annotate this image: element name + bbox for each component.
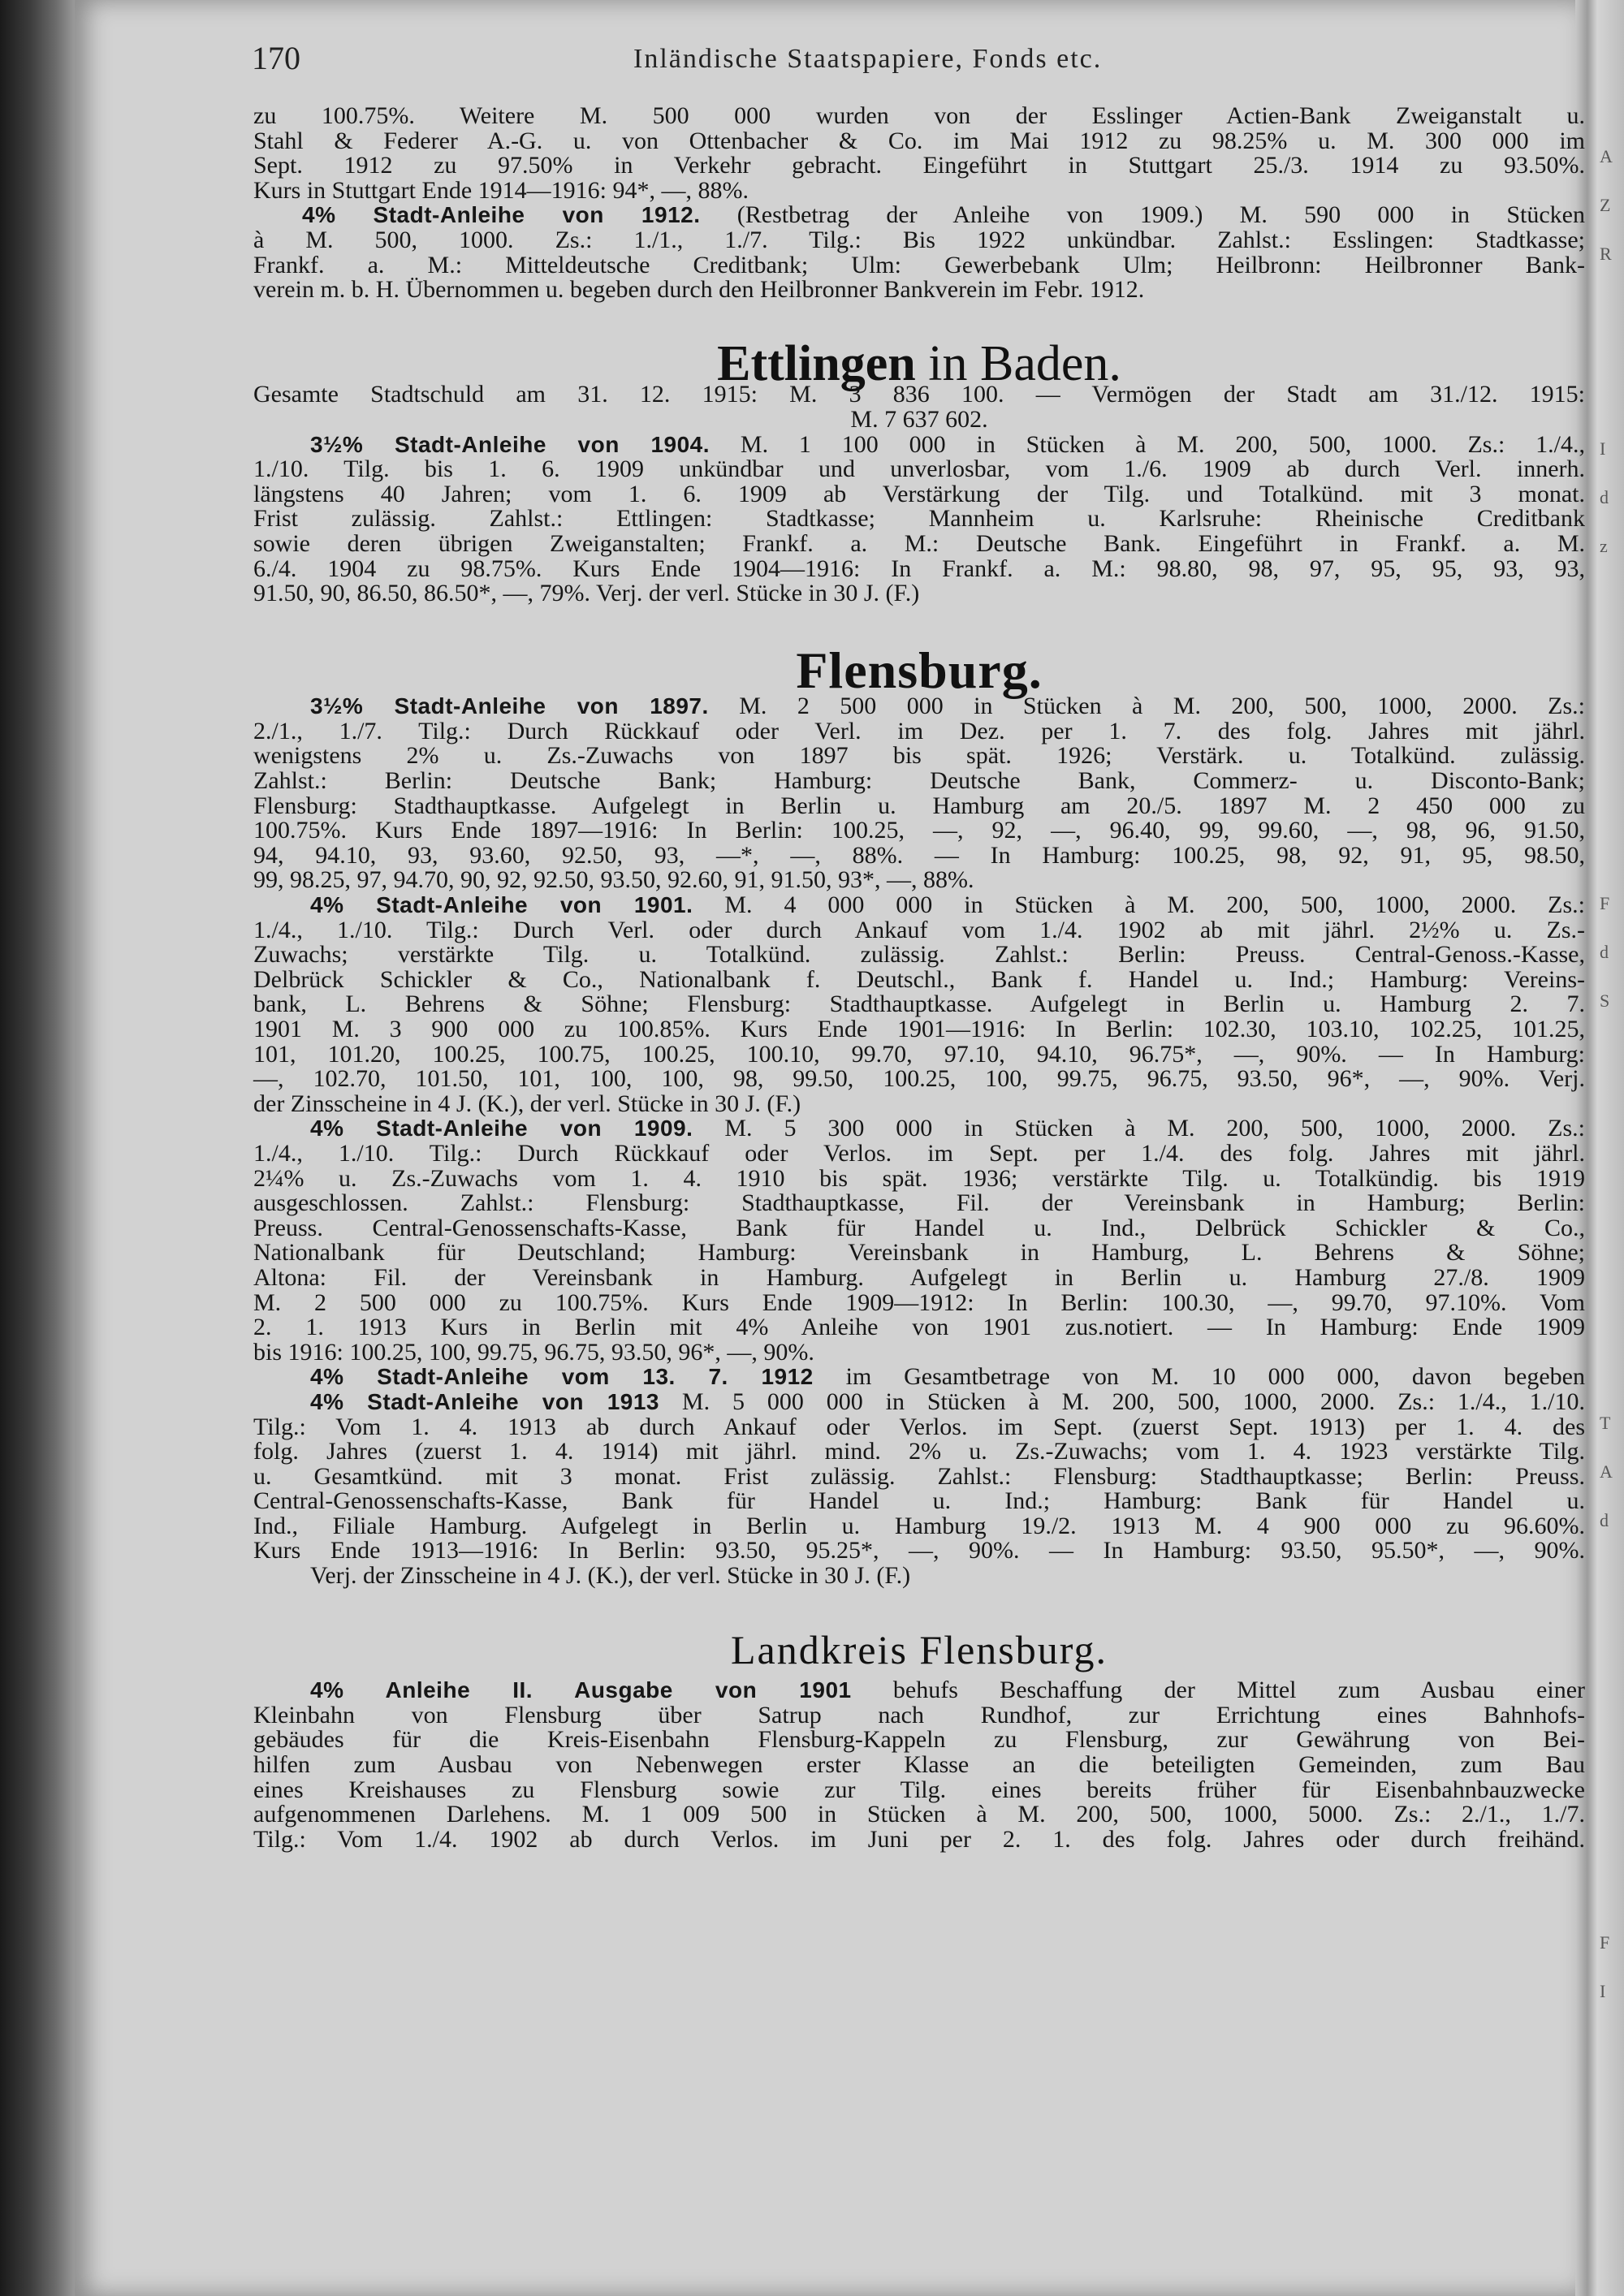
text-line: ausgeschlossen. Zahlst.: Flensburg: Stadthauptkasse, Fil. der Vereinsbank in Hamburg; Berlin: [253, 1189, 1585, 1217]
text-line: Verj. der Zinsscheine in 4 J. (K.), der verl. Stücke in 30 J. (F.) [310, 1562, 911, 1590]
text-line: 101, 101.20, 100.25, 100.75, 100.25, 100.10, 99.70, 97.10, 94.10, 96.75*, —, 90%. — In Hamburg: [253, 1040, 1585, 1068]
section-heading-landkreis-flensburg: Landkreis Flensburg. [730, 1626, 1108, 1672]
text-line: eines Kreishauses zu Flensburg sowie zur Tilg. eines bereits früher für Eisenbahnbauzwecke [253, 1776, 1585, 1803]
text-run: (Restbetrag der Anleihe von 1909.) M. 590 000 in Stücken [700, 201, 1585, 229]
text-run: M. 2 500 000 in Stücken à M. 200, 500, 1000, 2000. Zs.: [708, 693, 1585, 720]
margin-fragment: d [1600, 1510, 1609, 1530]
margin-fragment: A [1600, 1461, 1613, 1482]
margin-fragment: S [1600, 990, 1610, 1011]
text-line: Ind., Filiale Hamburg. Aufgelegt in Berlin u. Hamburg 19./2. 1913 M. 4 900 000 zu 96.60%. [253, 1512, 1585, 1539]
text-line: 94, 94.10, 93, 93.60, 92.50, 93, —*, —, 88%. — In Hamburg: 100.25, 98, 92, 91, 95, 98.50, [253, 841, 1585, 869]
text-line: Gesamte Stadtschuld am 31. 12. 1915: M. 3 836 100. — Vermögen der Stadt am 31./12. 1915: [253, 381, 1585, 408]
running-title: Inländische Staatspapiere, Fonds etc. [633, 44, 1103, 74]
margin-fragment: I [1600, 438, 1606, 459]
text-line: 99, 98.25, 97, 94.70, 90, 92, 92.50, 93.50, 92.60, 91, 91.50, 93*, —, 88%. [253, 866, 974, 894]
text-line: M. 7 637 602. [850, 405, 988, 433]
margin-fragment: I [1600, 1981, 1606, 2001]
loan-entry-start [253, 1390, 1585, 1415]
text-line: folg. Jahres (zuerst 1. 4. 1914) mit jährl. mind. 2% u. Zs.-Zuwachs; vom 1. 4. 1923 verstärkte Tilg. [253, 1438, 1585, 1465]
text-line: 1901 M. 3 900 000 zu 100.85%. Kurs Ende 1901—1916: In Berlin: 102.30, 103.10, 102.25, 101.25, [253, 1016, 1585, 1042]
loan-title: 4% Stadt-Anleihe vom 13. 7. 1912 [310, 1364, 814, 1390]
text-line: längstens 40 Jahren; vom 1. 6. 1909 ab Verstärkung der Tilg. und Totalkünd. mit 3 monat. [253, 480, 1585, 507]
loan-entry-start [253, 430, 1585, 458]
text-line: der Zinsscheine in 4 J. (K.), der verl. Stücke in 30 J. (F.) [253, 1090, 801, 1117]
text-line: bis 1916: 100.25, 100, 99.75, 96.75, 93.50, 96*, —, 90%. [253, 1338, 814, 1366]
margin-fragment: d [1600, 942, 1609, 962]
text-line: Tilg.: Vom 1./4. 1902 ab durch Verlos. im Juni per 2. 1. des folg. Jahres oder durch freihänd. [253, 1825, 1585, 1853]
text-line: 1./4., 1./10. Tilg.: Durch Rückkauf oder Verlos. im Sept. per 1./4. des folg. Jahres mit jährl. [253, 1139, 1585, 1167]
text-line: aufgenommenen Darlehens. M. 1 009 500 in Stücken à M. 200, 500, 1000, 5000. Zs.: 2./1., 1./7. [253, 1801, 1585, 1828]
loan-title: 4% Stadt-Anleihe von 1901. [310, 892, 693, 918]
text-line: 6./4. 1904 zu 98.75%. Kurs Ende 1904—1916: In Frankf. a. M.: 98.80, 98, 97, 95, 95, 93, 93, [253, 555, 1585, 582]
text-line: Zuwachs; verstärkte Tilg. u. Totalkünd. zulässig. Zahlst.: Berlin: Preuss. Central-Genoss.-Kasse, [253, 941, 1585, 969]
text-line: 2. 1. 1913 Kurs in Berlin mit 4% Anleihe von 1901 zus.notiert. — In Hamburg: Ende 1909 [253, 1314, 1585, 1341]
loan-title: 3½% Stadt-Anleihe von 1897. [310, 693, 709, 719]
margin-fragment: z [1600, 536, 1608, 556]
loan-entry-start [253, 203, 1585, 228]
margin-fragment: T [1600, 1413, 1611, 1433]
book-spine [0, 0, 75, 2296]
text-line: gebäudes für die Kreis-Eisenbahn Flensburg-Kappeln zu Flensburg, zur Gewährung von Bei- [253, 1726, 1585, 1754]
text-line: hilfen zum Ausbau von Nebenwegen erster Klasse an die beteiligten Gemeinden, zum Bau [253, 1751, 1585, 1779]
text-run: M. 5 000 000 in Stücken à M. 200, 500, 1000, 2000. Zs.: 1./4., 1./10. [659, 1388, 1585, 1415]
text-run: M. 1 100 000 in Stücken à M. 200, 500, 1000. Zs.: 1./4., [710, 430, 1585, 458]
loan-entry-start [253, 1116, 1585, 1142]
margin-fragment: d [1600, 487, 1609, 507]
page-body [253, 104, 1585, 1852]
text-line: Altona: Fil. der Vereinsbank in Hamburg. Aufgelegt in Berlin u. Hamburg 27./8. 1909 [253, 1263, 1585, 1291]
text-line: Kurs in Stuttgart Ende 1914—1916: 94*, —, 88%. [253, 176, 749, 204]
loan-title: 4% Stadt-Anleihe von 1912. [302, 202, 701, 228]
text-line: M. 2 500 000 zu 100.75%. Kurs Ende 1909—1912: In Berlin: 100.30, —, 99.70, 97.10%. Vom [253, 1288, 1585, 1316]
text-line: 100.75%. Kurs Ende 1897—1916: In Berlin: 100.25, —, 92, —, 96.40, 99, 99.60, —, 98, 96, 91.50, [253, 817, 1585, 844]
loan-entry-start [253, 694, 1585, 719]
text-line: 1./4., 1./10. Tilg.: Durch Verl. oder durch Ankauf vom 1./4. 1902 ab mit jährl. 2½% u. Zs.- [253, 916, 1585, 943]
loan-title: 3½% Stadt-Anleihe von 1904. [310, 431, 710, 457]
margin-fragment: F [1600, 893, 1610, 913]
page-header [252, 39, 1575, 88]
text-run: M. 4 000 000 in Stücken à M. 200, 500, 1000, 2000. Zs.: [693, 891, 1585, 919]
margin-fragment: Z [1600, 195, 1611, 215]
text-line: Kurs Ende 1913—1916: In Berlin: 93.50, 95.25*, —, 90%. — In Hamburg: 93.50, 95.50*, —, 90%. [253, 1537, 1585, 1564]
text-line: Stahl & Federer A.-G. u. von Ottenbacher & Co. im Mai 1912 zu 98.25% u. M. 300 000 im [253, 127, 1585, 154]
text-line: Zahlst.: Berlin: Deutsche Bank; Hamburg: Deutsche Bank, Commerz- u. Disconto-Bank; [253, 767, 1585, 795]
text-run: im Gesamtbetrage von M. 10 000 000, davon begeben [813, 1363, 1585, 1391]
text-line: Delbrück Schickler & Co., Nationalbank f. Deutschl., Bank f. Handel u. Ind.; Hamburg: Vereins- [253, 965, 1585, 993]
text-line: Frankf. a. M.: Mitteldeutsche Creditbank; Ulm: Gewerbebank Ulm; Heilbronn: Heilbronner Bank- [253, 251, 1585, 278]
text-line: bank, L. Behrens & Söhne; Flensburg: Stadthauptkasse. Aufgelegt in Berlin u. Hamburg 2. 7. [253, 990, 1585, 1018]
text-line: Tilg.: Vom 1. 4. 1913 ab durch Ankauf oder Verlos. im Sept. (zuerst Sept. 1913) per 1. 4. des [253, 1413, 1585, 1440]
text-line: zu 100.75%. Weitere M. 500 000 wurden von der Esslinger Actien-Bank Zweiganstalt u. [253, 102, 1585, 129]
text-line: 91.50, 90, 86.50, 86.50*, —, 79%. Verj. der verl. Stücke in 30 J. (F.) [253, 580, 920, 607]
page-number: 170 [252, 40, 300, 76]
margin-fragment: R [1600, 244, 1612, 264]
margin-fragment: A [1600, 146, 1613, 166]
text-line: Preuss. Central-Genossenschafts-Kasse, Bank für Handel u. Ind., Delbrück Schickler & Co., [253, 1214, 1585, 1241]
loan-entry-start [253, 1365, 1585, 1390]
loan-title: 4% Stadt-Anleihe von 1913 [310, 1388, 659, 1414]
text-line: à M. 500, 1000. Zs.: 1./1., 1./7. Tilg.: Bis 1922 unkündbar. Zahlst.: Esslingen: Stadtkasse; [253, 226, 1585, 253]
text-line: Nationalbank für Deutschland; Hamburg: Vereinsbank in Hamburg, L. Behrens & Söhne; [253, 1239, 1585, 1267]
text-run: behufs Beschaffung der Mittel zum Ausbau einer [851, 1677, 1586, 1704]
city-name: Ettlingen [717, 335, 916, 391]
text-line: Flensburg: Stadthauptkasse. Aufgelegt in Berlin u. Hamburg am 20./5. 1897 M. 2 450 000 zu [253, 792, 1585, 819]
section-heading-ettlingen [253, 303, 1585, 391]
text-line: Kleinbahn von Flensburg über Satrup nach Rundhof, zur Errichtung eines Bahnhofs- [253, 1701, 1585, 1728]
text-line: Sept. 1912 zu 97.50% in Verkehr gebracht. Eingeführt in Stuttgart 25./3. 1914 zu 93.50%. [253, 152, 1585, 179]
loan-entry-start [253, 1678, 1585, 1703]
loan-entry-start [253, 893, 1585, 918]
section-heading-flensburg: Flensburg. [796, 641, 1043, 699]
text-line: 2¼% u. Zs.-Zuwachs vom 1. 4. 1910 bis spät. 1936; verstärkte Tilg. u. Totalkündig. bis 1919 [253, 1164, 1585, 1192]
text-line: verein m. b. H. Übernommen u. begeben durch den Heilbronner Bankverein im Febr. 1912. [253, 276, 1145, 304]
text-run: M. 5 300 000 in Stücken à M. 200, 500, 1000, 2000. Zs.: [693, 1115, 1585, 1142]
text-line: u. Gesamtkünd. mit 3 monat. Frist zulässig. Zahlst.: Flensburg: Stadthauptkasse; Berlin: Preuss. [253, 1462, 1585, 1490]
text-line: wenigstens 2% u. Zs.-Zuwachs von 1897 bis spät. 1926; Verstärk. u. Totalkünd. zulässig. [253, 742, 1585, 770]
city-region: in Baden. [928, 335, 1121, 391]
text-line: sowie deren übrigen Zweiganstalten; Frankf. a. M.: Deutsche Bank. Eingeführt in Frankf. a. M. [253, 529, 1585, 557]
text-line: Frist zulässig. Zahlst.: Ettlingen: Stadtkasse; Mannheim u. Karlsruhe: Rheinische Creditbank [253, 505, 1585, 533]
loan-title: 4% Anleihe II. Ausgabe von 1901 [310, 1677, 852, 1703]
text-line: —, 102.70, 101.50, 101, 100, 100, 98, 99.50, 100.25, 100, 99.75, 96.75, 93.50, 96*, —, 90%. Verj. [253, 1065, 1585, 1093]
text-line: Central-Genossenschafts-Kasse, Bank für Handel u. Ind.; Hamburg: Bank für Handel u. [253, 1487, 1585, 1515]
text-line: 2./1., 1./7. Tilg.: Durch Rückkauf oder Verl. im Dez. per 1. 7. des folg. Jahres mit jährl. [253, 717, 1585, 744]
text-line: 1./10. Tilg. bis 1. 6. 1909 unkündbar und unverlosbar, vom 1./6. 1909 ab durch Verl. innerh. [253, 455, 1585, 483]
loan-title: 4% Stadt-Anleihe von 1909. [310, 1116, 693, 1142]
margin-fragment: F [1600, 1932, 1610, 1953]
